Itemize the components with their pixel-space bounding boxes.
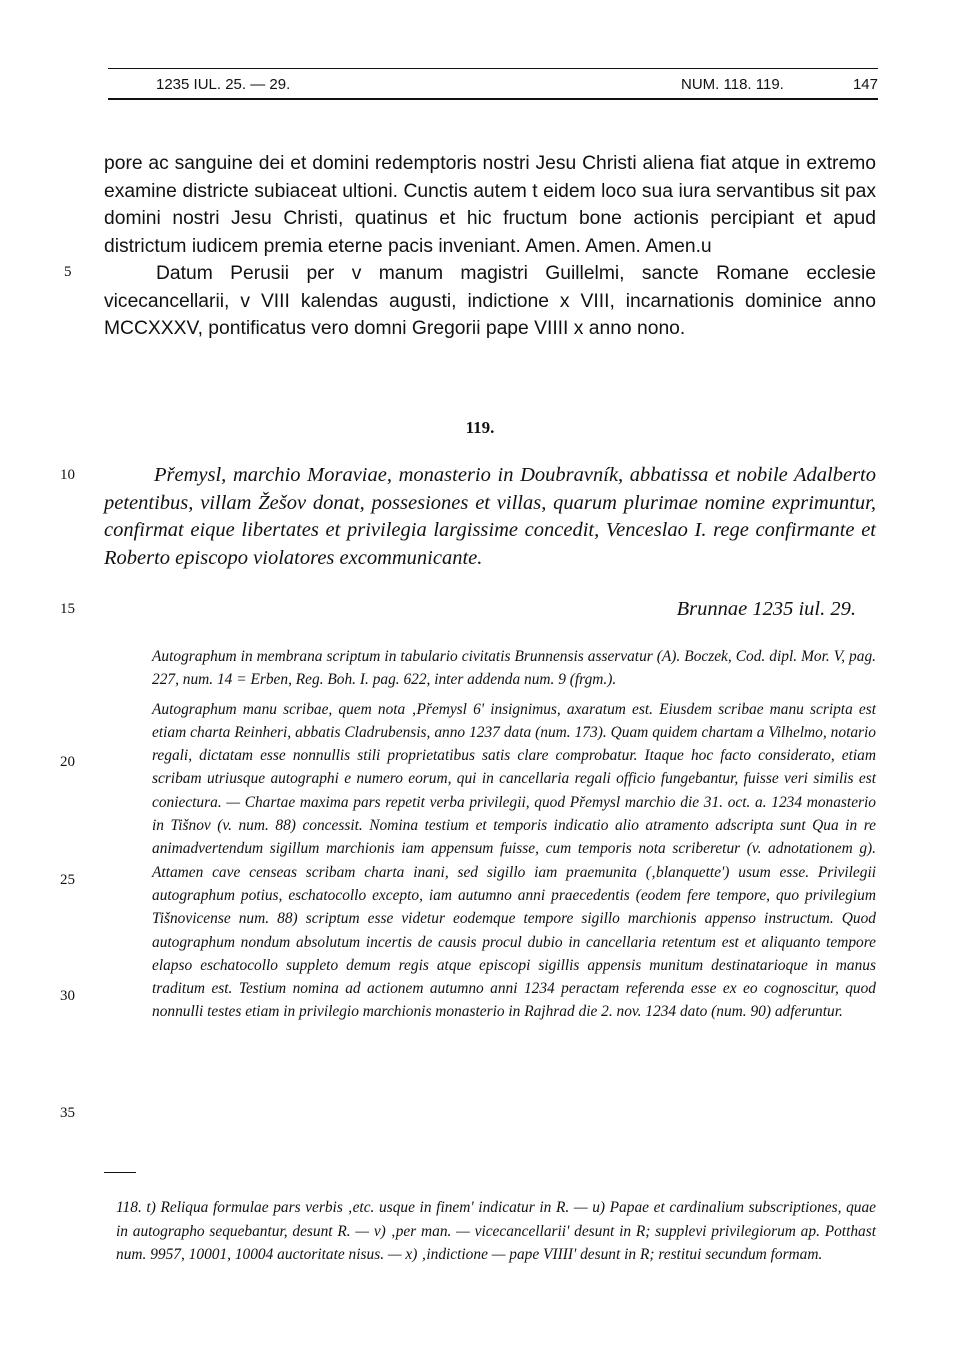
header-page-number: 147 <box>852 76 878 93</box>
running-header <box>108 76 878 98</box>
editorial-notes <box>152 645 876 1030</box>
doc-118-paragraph: pore ac sanguine dei et domini redemptoris nostri Jesu Christi aliena fiat atque in extremo examine districte subiaceat ultioni. Cunctis autem t eidem loco sua iura servantibus sit pax domini nostri Jesu Christi, quatinus et hic fructum bone actionis percipiant et apud districtum iudicem premia eterne pacis inveniant. Amen. Amen. Amen.u <box>104 153 876 257</box>
doc-119-regest <box>104 462 876 572</box>
doc-118-body <box>104 150 876 343</box>
footnote-118: 118. t) Reliqua formulae pars verbis ‚etc. usque in finem' indicatur in R. — u) Papae et cardinalium subscriptiones, quae in autographo sequebantur, desunt R. — v) ‚per man. — vicecancellarii' desunt in R; supplevi privilegiorum ap. Potthast num. 9957, 10001, 10004 auctoritate nisus. — x) ‚indictione — pape VIIII' desunt in R; restitui secundum formam. <box>116 1199 876 1264</box>
header-bottom-rule <box>108 98 878 100</box>
line-number-35: 35 <box>60 1105 75 1121</box>
place-date: Brunnae 1235 iul. 29. <box>676 598 856 620</box>
header-date-range: 1235 IUL. 25. — 29. <box>156 76 291 93</box>
document-number-119: 119. <box>465 418 495 437</box>
header-document-numbers: NUM. 118. 119. <box>681 76 784 93</box>
note-autograph: Autographum in membrana scriptum in tabulario civitatis Brunnensis asservatur (A). Boczek, Cod. dipl. Mor. V, pag. 227, num. 14 = Erben, Reg. Boh. I. pag. 622, inter addenda num. 9 (frgm.). <box>152 648 876 689</box>
doc-118-datum-paragraph: Datum Perusii per v manum magistri Guillelmi, sancte Romane ecclesie vicecancellarii, v VIII kalendas augusti, indictione x VIII, incarnationis dominice anno MCCXXXV, pontificatus vero domni Gregorii pape VIIII x anno nono. <box>104 263 876 339</box>
line-number-5: 5 <box>64 264 72 280</box>
footnote-rule <box>104 1172 136 1173</box>
note-scribe: Autographum manu scribae, quem nota ‚Přemysl 6' insignimus, axaratum est. Eiusdem scribae manu scripta est etiam charta Reinheri, abbatis Cladrubensis, anno 1237 data (num. 173). Quam quidem chartam a Vilhelmo, notario regali, dictatam esse nonnullis stili proprietatibus satis clare comprobatur. Itaque hoc facto considerato, etiam scribam utriusque autographi e numero eorum, qui in cancellaria regali officio fungebantur, fuisse veri similis est coniectura. — Chartae maxima pars repetit verba privilegii, quod Přemysl marchio die 31. oct. a. 1234 monasterio in Tišnov (v. num. 88) concessit. Nomina testium et temporis indicatio alio atramento adscripta sunt Qua in re animadvertendum sigillum marchionis iam appensum fuisse, cum temporis nota scriberetur (v. adnotationem g). Attamen cave censeas scribam charta inani, sed sigillo iam praemunita (‚blanquette') usum esse. Privilegii autographum potius, eschatocollo excepto, iam autumno anni praecedentis (eodem fere tempore, quo privilegium Tišnovicense num. 88) scriptum esse videtur eodemque tempore sigillo marchionis appenso instructum. Quod autographum nondum absolutum incertis de causis procul dubio in cancellaria retentum est et aliquanto tempore elapso eschatocollo suppleto demum regis atque episcopi sigillis appensis munitum destinatarioque in manus traditum est. Testium nomina ad actionem autumno anni 1234 peractam referenda esse ex eo cognoscitur, quod nonnulli testes etiam in privilegio marchionis monasterio in Rajhrad die 2. nov. 1234 dato (num. 90) adferuntur. <box>152 700 876 1021</box>
footnotes <box>116 1196 876 1267</box>
line-number-25: 25 <box>60 872 75 888</box>
line-number-30: 30 <box>60 988 75 1004</box>
header-top-rule <box>108 68 878 69</box>
line-number-10: 10 <box>60 467 75 483</box>
regest-text: Přemysl, marchio Moraviae, monasterio in Doubravník, abbatissa et nobile Adalberto petentibus, villam Žešov donat, possesiones et villas, quarum plurimae nomine exprimuntur, confirmat eique libertates et privilegia largissime concedit, Venceslao I. rege confirmante et Roberto episcopo violatores excommunicante. <box>104 464 876 569</box>
line-number-20: 20 <box>60 754 75 770</box>
line-number-15: 15 <box>60 601 75 617</box>
